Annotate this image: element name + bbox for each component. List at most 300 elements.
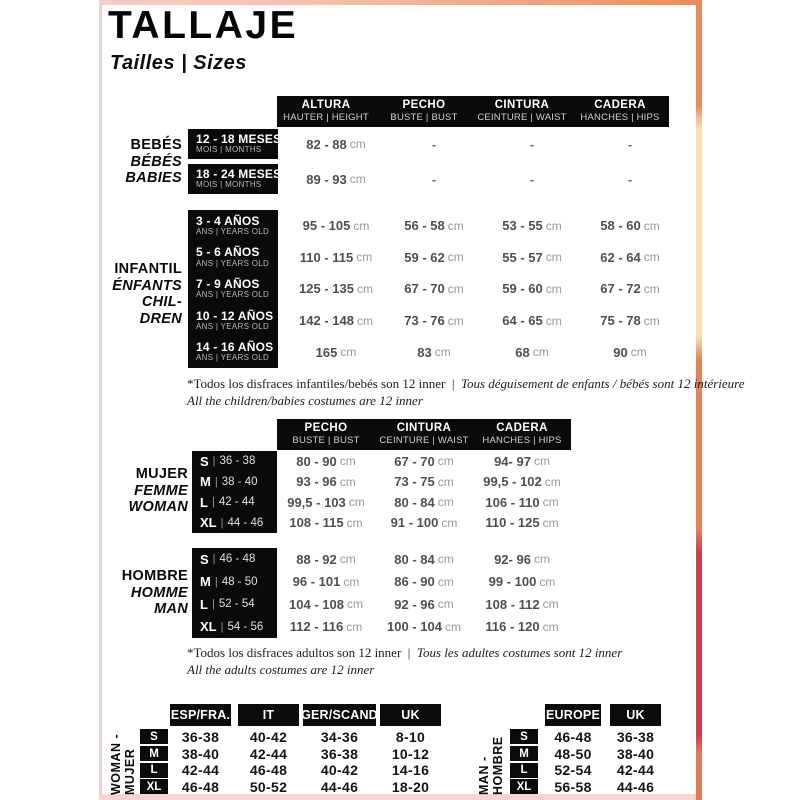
adults-header-col-pecho xyxy=(277,419,375,450)
value-unit: cm xyxy=(447,250,464,265)
page-subtitle: Tailles | Sizes xyxy=(110,52,247,74)
age-range-translations: ANS | YEARS OLD xyxy=(196,290,270,300)
women-conv-size-box: S xyxy=(140,729,168,744)
kids-header-col-altura xyxy=(277,96,375,127)
size-letter: L xyxy=(200,596,208,612)
men-conv-conversion-value: 48-50 xyxy=(554,745,592,762)
men-row-values xyxy=(277,571,571,594)
value-unit: cm xyxy=(349,137,366,151)
men-row-values xyxy=(277,616,571,639)
babies-measure-value xyxy=(287,164,385,194)
women-conv-conversion-value: 34-36 xyxy=(320,728,359,745)
value-unit: cm xyxy=(447,281,464,296)
men-measure-value xyxy=(375,571,473,594)
women-measure-value xyxy=(375,492,473,513)
children-measure-value xyxy=(385,273,483,305)
kids-measure-header xyxy=(277,96,669,127)
women-conv-conversion-value: 50-52 xyxy=(249,778,288,795)
value-range: 89 - 93 xyxy=(306,171,347,187)
value-unit: cm xyxy=(643,281,660,296)
measure-name: PECHO xyxy=(402,99,446,112)
size-letter: XL xyxy=(200,515,217,531)
men-label-fr: HOMME xyxy=(130,584,188,601)
value-range: 108 - 112 xyxy=(485,596,540,612)
men-group-label xyxy=(98,568,188,618)
size-range: 44 - 46 xyxy=(227,516,264,529)
children-row-label xyxy=(188,210,278,242)
children-measure-value xyxy=(385,305,483,337)
value-range: 62 - 64 xyxy=(600,249,641,265)
value-range: 94- 97 xyxy=(494,453,531,469)
value-unit: cm xyxy=(539,574,556,589)
value-unit: cm xyxy=(343,574,360,589)
men-row-values xyxy=(277,548,571,571)
value-range: 56 - 58 xyxy=(404,218,445,234)
age-range-label: 3 - 4 AÑOS xyxy=(196,213,260,228)
women-conv-conversion-value: 38-40 xyxy=(181,745,220,762)
women-measure-value xyxy=(375,472,473,493)
value-range: 110 - 125 xyxy=(485,515,540,531)
value-unit: cm xyxy=(437,574,454,589)
age-range-label: 14 - 16 AÑOS xyxy=(196,340,274,355)
men-measure-value xyxy=(375,616,473,639)
value-unit: cm xyxy=(533,552,550,567)
value-unit: cm xyxy=(630,345,647,360)
value-range: 106 - 110 xyxy=(485,494,540,510)
measure-name: CINTURA xyxy=(494,99,550,112)
children-label-en1: CHIL- xyxy=(141,294,182,310)
women-measure-value xyxy=(277,513,375,534)
women-conv-conversion-value: 40-42 xyxy=(249,728,288,745)
men-measure-value xyxy=(277,548,375,571)
babies-group-label xyxy=(98,137,182,187)
value-range: 108 - 115 xyxy=(289,515,344,531)
value-range: 116 - 120 xyxy=(485,619,540,635)
men-conv-conversion-value: 42-44 xyxy=(616,762,655,778)
value-range: 112 - 116 xyxy=(289,619,344,635)
value-unit: cm xyxy=(545,218,562,233)
size-separator: | xyxy=(220,620,224,633)
age-range-translations: ANS | YEARS OLD xyxy=(196,226,270,236)
children-measure-value xyxy=(483,336,581,368)
value-range: 73 - 76 xyxy=(404,313,445,329)
men-row-values xyxy=(277,593,571,616)
size-range: 46 - 48 xyxy=(219,553,256,566)
value-unit: cm xyxy=(532,345,549,360)
women-measure-value xyxy=(473,513,571,534)
babies-row-label xyxy=(188,164,282,194)
age-range-translations: ANS | YEARS OLD xyxy=(196,353,270,363)
women-label-fr: FEMME xyxy=(134,482,188,499)
children-measure-value xyxy=(581,336,679,368)
women-conv-size-box: XL xyxy=(140,779,168,794)
babies-measure-value xyxy=(581,164,679,194)
babies-row-values xyxy=(287,164,679,194)
value-unit: cm xyxy=(348,495,365,510)
value-range: 96 - 101 xyxy=(292,574,341,590)
value-unit: cm xyxy=(545,313,562,328)
value-unit: cm xyxy=(545,250,562,265)
value-unit: cm xyxy=(447,218,464,233)
women-size-row-label xyxy=(192,451,277,472)
women-conv-conversion-value: 40-42 xyxy=(320,762,359,778)
men-conv-conversion-value: 38-40 xyxy=(616,745,655,762)
value-unit: cm xyxy=(643,250,660,265)
women-measure-value xyxy=(473,472,571,493)
measure-name: PECHO xyxy=(304,422,348,435)
babies-label-es: BEBÉS xyxy=(130,137,182,153)
men-conversion-side-label: MAN - HOMBRE xyxy=(477,736,505,795)
value-unit: cm xyxy=(542,619,559,634)
women-conv-conversion-value: 36-38 xyxy=(181,728,220,745)
children-row-label xyxy=(188,242,278,274)
value-range: 99,5 - 102 xyxy=(483,474,542,490)
children-measure-value xyxy=(581,210,679,242)
value-unit: cm xyxy=(444,619,461,634)
men-measure-value xyxy=(375,593,473,616)
size-separator: | xyxy=(212,455,216,468)
men-size-box xyxy=(192,548,277,638)
size-letter: L xyxy=(200,494,208,510)
size-separator: | xyxy=(220,516,224,529)
no-value-dash: - xyxy=(431,171,437,187)
measure-translations: CEINTURE | WAIST xyxy=(379,434,469,446)
value-range: 80 - 84 xyxy=(394,494,435,510)
adults-header-col-cintura xyxy=(375,419,473,450)
babies-row-label-box xyxy=(188,164,282,194)
age-range-translations: MOIS | MONTHS xyxy=(196,180,262,190)
size-letter: M xyxy=(200,474,211,490)
value-range: 59 - 62 xyxy=(404,249,445,265)
children-row-values xyxy=(287,305,679,337)
children-row-values xyxy=(287,242,679,274)
men-measure-value xyxy=(277,593,375,616)
value-range: 110 - 115 xyxy=(299,249,354,265)
value-unit: cm xyxy=(545,281,562,296)
age-range-translations: ANS | YEARS OLD xyxy=(196,258,270,268)
size-letter: S xyxy=(200,551,209,567)
women-measure-value xyxy=(473,451,571,472)
women-conv-conversion-value: 18-20 xyxy=(391,778,430,795)
value-unit: cm xyxy=(542,515,559,530)
children-measure-value xyxy=(581,242,679,274)
no-value-dash: - xyxy=(627,136,633,152)
value-unit: cm xyxy=(533,454,550,469)
value-range: 142 - 148 xyxy=(299,313,354,329)
children-label-es: INFANTIL xyxy=(114,261,182,277)
size-range: 36 - 38 xyxy=(219,455,256,468)
value-range: 58 - 60 xyxy=(600,218,641,234)
women-size-row-label xyxy=(192,513,277,534)
women-row-values xyxy=(277,472,571,493)
kids-header-col-cadera xyxy=(571,96,669,127)
value-unit: cm xyxy=(356,281,373,296)
women-label-en: WOMAN xyxy=(128,499,188,515)
frame-left-border xyxy=(99,0,102,800)
value-range: 104 - 108 xyxy=(289,596,344,612)
children-measure-value xyxy=(581,305,679,337)
measure-translations: HANCHES | HIPS xyxy=(580,111,660,123)
women-conv-conversion-value: 46-48 xyxy=(249,762,288,778)
children-measure-value xyxy=(581,273,679,305)
men-measure-value xyxy=(473,616,571,639)
value-unit: cm xyxy=(349,172,366,186)
women-measure-value xyxy=(375,451,473,472)
kids-footnote xyxy=(187,376,745,409)
size-range: 54 - 56 xyxy=(227,620,264,633)
value-range: 93 - 96 xyxy=(296,474,337,490)
size-range: 48 - 50 xyxy=(221,575,258,588)
value-unit: cm xyxy=(441,515,458,530)
men-measure-value xyxy=(473,548,571,571)
measure-translations: BUSTE | BUST xyxy=(292,434,360,446)
value-unit: cm xyxy=(542,495,559,510)
size-letter: S xyxy=(200,453,209,469)
value-range: 125 - 135 xyxy=(299,281,354,297)
women-conv-conversion-value: 42-44 xyxy=(181,762,220,778)
value-range: 90 xyxy=(613,344,628,360)
men-size-row-label xyxy=(192,616,277,639)
value-unit: cm xyxy=(339,454,356,469)
women-size-row-label xyxy=(192,472,277,493)
value-unit: cm xyxy=(346,597,363,612)
age-range-label: 12 - 18 MESES xyxy=(196,132,282,146)
babies-measure-value xyxy=(483,129,581,159)
value-unit: cm xyxy=(544,474,561,489)
no-value-dash: - xyxy=(529,136,535,152)
women-row-values xyxy=(277,513,571,534)
men-conv-size-box: M xyxy=(510,746,538,761)
measure-translations: BUSTE | BUST xyxy=(390,111,458,123)
men-conv-size-box: L xyxy=(510,763,538,778)
value-range: 80 - 90 xyxy=(296,453,337,469)
men-conv-conversion-value: 56-58 xyxy=(554,778,592,795)
value-unit: cm xyxy=(437,552,454,567)
adults-footnote xyxy=(187,645,622,678)
value-unit: cm xyxy=(437,454,454,469)
children-row-label xyxy=(188,273,278,305)
no-value-dash: - xyxy=(529,171,535,187)
value-range: 80 - 84 xyxy=(394,551,435,567)
children-measure-value xyxy=(287,242,385,274)
men-measure-value xyxy=(473,571,571,594)
value-unit: cm xyxy=(542,597,559,612)
value-range: 68 xyxy=(515,344,530,360)
women-conversion-side-label: WOMAN - MUJER xyxy=(109,733,137,795)
women-measure-value xyxy=(375,513,473,534)
age-range-label: 7 - 9 AÑOS xyxy=(196,276,260,291)
value-range: 88 - 92 xyxy=(296,551,337,567)
size-letter: XL xyxy=(200,619,217,635)
children-measure-value xyxy=(483,210,581,242)
value-unit: cm xyxy=(356,313,373,328)
value-range: 55 - 57 xyxy=(502,249,543,265)
size-range: 42 - 44 xyxy=(218,496,255,509)
measure-name: CADERA xyxy=(594,99,646,112)
size-separator: | xyxy=(212,553,216,566)
babies-measure-value xyxy=(385,164,483,194)
measure-translations: HANCHES | HIPS xyxy=(482,434,562,446)
men-conv-column-header: UK xyxy=(610,704,661,726)
size-range: 52 - 54 xyxy=(218,598,255,611)
size-separator: | xyxy=(211,598,215,611)
women-size-row-label xyxy=(192,492,277,513)
women-conv-size-box: L xyxy=(140,763,168,778)
kids-header-col-pecho xyxy=(375,96,473,127)
women-conv-size-box: M xyxy=(140,746,168,761)
value-unit: cm xyxy=(643,313,660,328)
women-conv-conversion-value: 42-44 xyxy=(249,745,288,762)
measure-name: CINTURA xyxy=(396,422,452,435)
size-separator: | xyxy=(214,575,218,588)
men-label-en: MAN xyxy=(154,601,188,617)
value-range: 86 - 90 xyxy=(394,574,435,590)
adults-footnote-line2: All the adults costumes are 12 inner xyxy=(187,661,375,677)
kids-header-col-cintura xyxy=(473,96,571,127)
value-range: 67 - 72 xyxy=(600,281,641,297)
age-range-translations: ANS | YEARS OLD xyxy=(196,321,270,331)
value-unit: cm xyxy=(346,515,363,530)
value-range: 67 - 70 xyxy=(394,453,435,469)
children-measure-value xyxy=(287,305,385,337)
value-range: 82 - 88 xyxy=(306,136,347,152)
babies-row-label xyxy=(188,129,282,159)
women-measure-value xyxy=(277,472,375,493)
measure-name: CADERA xyxy=(496,422,548,435)
women-conv-column-header: GER/SCAND xyxy=(303,704,376,726)
babies-row-values xyxy=(287,129,679,159)
age-range-label: 10 - 12 AÑOS xyxy=(196,308,274,323)
children-group-label xyxy=(98,261,182,327)
men-size-row-label xyxy=(192,593,277,616)
value-range: 75 - 78 xyxy=(600,313,641,329)
value-range: 53 - 55 xyxy=(502,218,543,234)
measure-translations: CEINTURE | WAIST xyxy=(477,111,567,123)
women-label-es: MUJER xyxy=(135,466,188,482)
women-conv-conversion-value: 14-16 xyxy=(391,762,430,778)
value-range: 59 - 60 xyxy=(502,281,543,297)
value-unit: cm xyxy=(437,495,454,510)
value-unit: cm xyxy=(434,345,451,360)
value-range: 92- 96 xyxy=(494,551,531,567)
men-conv-conversion-value: 44-46 xyxy=(616,778,655,795)
value-unit: cm xyxy=(437,474,454,489)
men-conv-size-box: S xyxy=(510,729,538,744)
women-conv-conversion-value: 44-46 xyxy=(320,778,359,795)
men-measure-value xyxy=(277,571,375,594)
size-separator: | xyxy=(214,475,218,488)
women-measure-value xyxy=(277,451,375,472)
adults-measure-header xyxy=(277,419,571,450)
babies-row-label-box xyxy=(188,129,282,159)
children-measure-value xyxy=(385,336,483,368)
size-range: 38 - 40 xyxy=(221,475,258,488)
women-conv-column-header: UK xyxy=(380,704,441,726)
children-measure-value xyxy=(287,336,385,368)
value-range: 99,5 - 103 xyxy=(287,494,346,510)
men-conv-column-header: EUROPE xyxy=(545,704,601,726)
value-range: 73 - 75 xyxy=(394,474,435,490)
women-measure-value xyxy=(277,492,375,513)
women-conv-conversion-value: 36-38 xyxy=(320,745,359,762)
adults-footnote-line1: *Todos los disfraces adultos son 12 inner | Tous les adultes costumes sont 12 inner xyxy=(187,645,623,660)
women-group-label xyxy=(98,466,188,516)
babies-measure-value xyxy=(385,129,483,159)
size-separator: | xyxy=(211,496,215,509)
value-unit: cm xyxy=(447,313,464,328)
measure-name: ALTURA xyxy=(301,99,351,112)
age-range-translations: MOIS | MONTHS xyxy=(196,145,262,155)
men-measure-value xyxy=(375,548,473,571)
men-conv-conversion-value: 36-38 xyxy=(616,728,655,745)
age-range-label: 18 - 24 MESES xyxy=(196,167,282,181)
women-conv-conversion-value: 8-10 xyxy=(395,728,426,745)
babies-measure-value xyxy=(581,129,679,159)
value-unit: cm xyxy=(340,345,357,360)
women-row-values xyxy=(277,451,571,472)
no-value-dash: - xyxy=(431,136,437,152)
kids-footnote-line1: *Todos los disfraces infantiles/bebés son 12 inner | Tous déguisement de enfants / bébés sont 12 intérieure xyxy=(187,376,745,391)
children-measure-value xyxy=(287,273,385,305)
children-row-label xyxy=(188,305,278,337)
children-row-values xyxy=(287,336,679,368)
value-range: 64 - 65 xyxy=(502,313,543,329)
no-value-dash: - xyxy=(627,171,633,187)
children-row-label xyxy=(188,336,278,368)
children-label-en2: DREN xyxy=(139,310,182,327)
value-unit: cm xyxy=(356,250,373,265)
value-unit: cm xyxy=(643,218,660,233)
value-range: 92 - 96 xyxy=(394,596,435,612)
children-measure-value xyxy=(483,242,581,274)
women-conv-conversion-value: 10-12 xyxy=(391,745,430,762)
men-conv-conversion-value: 52-54 xyxy=(554,762,592,778)
men-label-es: HOMBRE xyxy=(121,568,188,584)
page-title: TALLAJE xyxy=(108,4,299,47)
women-size-box xyxy=(192,451,277,533)
value-range: 91 - 100 xyxy=(390,515,439,531)
adults-header-col-cadera xyxy=(473,419,571,450)
children-age-box xyxy=(188,210,278,368)
men-conv-size-box: XL xyxy=(510,779,538,794)
children-measure-value xyxy=(385,242,483,274)
children-measure-value xyxy=(287,210,385,242)
children-label-fr: ÉNFANTS xyxy=(112,277,182,294)
value-range: 83 xyxy=(417,344,432,360)
babies-label-en: BABIES xyxy=(125,170,182,186)
size-letter: M xyxy=(200,574,211,590)
children-row-values xyxy=(287,273,679,305)
women-measure-value xyxy=(473,492,571,513)
value-unit: cm xyxy=(346,619,363,634)
value-range: 67 - 70 xyxy=(404,281,445,297)
value-unit: cm xyxy=(437,597,454,612)
value-range: 100 - 104 xyxy=(387,619,442,635)
men-size-row-label xyxy=(192,571,277,594)
children-row-values xyxy=(287,210,679,242)
measure-translations: HAUTER | HEIGHT xyxy=(283,111,369,123)
men-measure-value xyxy=(277,616,375,639)
women-conv-column-header: IT xyxy=(238,704,299,726)
age-range-label: 5 - 6 AÑOS xyxy=(196,245,260,260)
value-range: 95 - 105 xyxy=(302,218,351,234)
kids-footnote-line2: All the children/babies costumes are 12 inner xyxy=(187,392,423,408)
value-range: 99 - 100 xyxy=(488,574,537,590)
children-measure-value xyxy=(483,273,581,305)
men-size-row-label xyxy=(192,548,277,571)
children-measure-value xyxy=(385,210,483,242)
value-range: 165 xyxy=(315,344,338,360)
